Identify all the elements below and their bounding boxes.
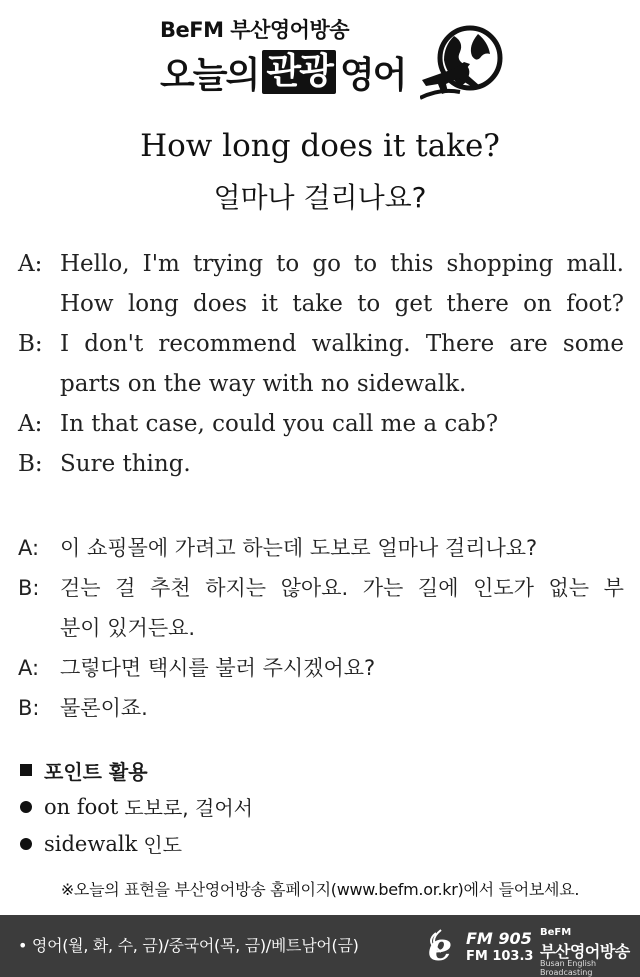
dialogue-line — [18, 608, 624, 648]
dialogue-text: 걷는 걸 추천 하지는 않아요. 가는 길에 인도가 없는 부 — [60, 576, 624, 600]
dialogue-text: I don't recommend walking. There are some — [60, 331, 624, 357]
bullet-icon — [20, 838, 32, 850]
dialogue-text: parts on the way with no sidewalk. — [60, 371, 467, 397]
dialogue-line — [18, 284, 624, 324]
dialogue-text: Hello, I'm trying to go to this shopping mall. — [60, 251, 624, 277]
dialogue-line — [18, 528, 624, 568]
logo-english-name: Busan English Broadcasting — [540, 959, 597, 977]
points-heading — [20, 752, 620, 788]
fm-905-label: FM 905 — [466, 929, 532, 948]
dialogue-line — [18, 324, 624, 364]
point-item — [20, 788, 620, 825]
dialogue-text: 이 쇼핑몰에 가려고 하는데 도보로 얼마나 걸리나요? — [60, 536, 538, 560]
title-english: How long does it take? — [140, 128, 500, 164]
dialogue-line — [18, 364, 624, 404]
dialogue-line — [18, 444, 624, 484]
speaker-label: B: — [18, 451, 43, 477]
dialogue-line — [18, 404, 624, 444]
brand-big-post: 영어 — [339, 54, 406, 96]
website-note: ※오늘의 표현을 부산영어방송 홈페이지(www.befm.or.kr)에서 들어보세요. — [60, 880, 580, 899]
befm-logo — [428, 924, 633, 977]
speaker-label: A: — [18, 411, 43, 437]
brand-small-title: BeFM 부산영어방송 — [160, 18, 350, 42]
brand-big-pre: 오늘의 — [160, 54, 259, 96]
dialogue-text: In that case, could you call me a cab? — [60, 411, 499, 437]
speaker-label: A: — [18, 251, 43, 277]
speaker-label: A: — [18, 656, 40, 680]
dialogue-line — [18, 688, 624, 728]
point-item — [20, 825, 620, 862]
bullet-icon — [20, 801, 32, 813]
dialogue-text: 그렇다면 택시를 불러 주시겠어요? — [60, 656, 376, 680]
dialogue-english — [18, 244, 624, 484]
point-english: sidewalk — [44, 831, 138, 856]
dialogue-line — [18, 648, 624, 688]
points-section — [20, 752, 620, 862]
globe-airplane-icon — [420, 22, 506, 102]
brand-big-title — [160, 48, 405, 96]
square-bullet-icon — [20, 764, 32, 776]
point-korean: 인도 — [143, 833, 182, 857]
speaker-label: B: — [18, 331, 43, 357]
dialogue-text: How long does it take to get there on foot? — [60, 291, 624, 317]
dialogue-korean — [18, 528, 624, 728]
header — [0, 0, 640, 110]
brand-big-boxed: 관광 — [262, 50, 336, 94]
dialogue-line — [18, 568, 624, 608]
speaker-label: A: — [18, 536, 40, 560]
fm-1033-label: FM 103.3 — [466, 949, 534, 964]
dialogue-text: 물론이죠. — [60, 696, 148, 720]
speaker-label: B: — [18, 576, 40, 600]
logo-korean-name: 부산영어방송 — [540, 942, 630, 961]
dialogue-text: Sure thing. — [60, 451, 191, 477]
dialogue-text: 분이 있거든요. — [60, 616, 196, 640]
broadcast-schedule: • 영어(월, 화, 수, 금)/중국어(목, 금)/베트남어(금) — [18, 936, 359, 955]
logo-befm-text: BeFM — [540, 927, 572, 938]
point-korean: 도보로, 걸어서 — [124, 796, 253, 820]
footer-bar — [0, 915, 640, 977]
point-english: on foot — [44, 794, 119, 819]
points-heading-text: 포인트 활용 — [44, 759, 148, 784]
speaker-label: B: — [18, 696, 40, 720]
e-logo-icon: e — [428, 924, 453, 969]
dialogue-line — [18, 244, 624, 284]
title-korean: 얼마나 걸리나요? — [213, 181, 427, 214]
